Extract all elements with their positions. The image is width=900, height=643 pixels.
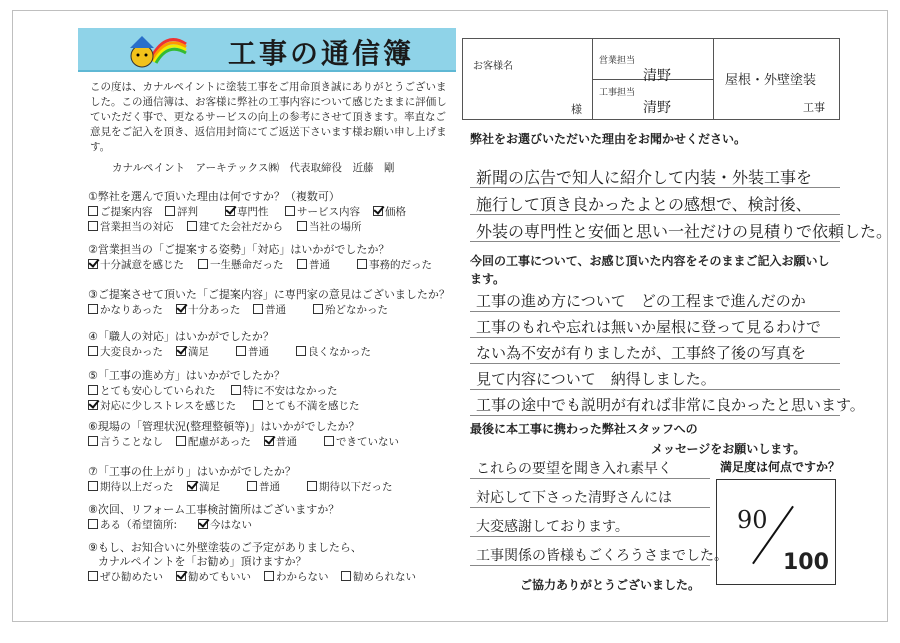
- option-1-2-1[interactable]: [88, 219, 174, 234]
- staff-lines-line: 対応して下さった清野さんには: [476, 490, 672, 506]
- option-1-2-2[interactable]: [187, 219, 283, 234]
- option-label: 大変良かった: [100, 346, 163, 358]
- option-2-1-2[interactable]: [198, 257, 284, 272]
- work-type: 屋根・外壁塗装: [725, 73, 817, 88]
- ruled-line: [470, 478, 710, 479]
- staff-lines-line: これらの要望を聞き入れ素早く: [476, 461, 672, 477]
- option-label: 期待以下だった: [319, 481, 393, 493]
- ruled-line: [470, 507, 710, 508]
- option-6-1-4[interactable]: [324, 434, 399, 449]
- option-1-1-4[interactable]: [285, 204, 360, 219]
- ruled-line: [470, 536, 710, 537]
- checkbox-icon[interactable]: [165, 206, 175, 216]
- option-3-1-3[interactable]: [253, 302, 286, 317]
- option-label: とても安心していられた: [100, 385, 216, 397]
- option-label: 満足: [199, 481, 220, 493]
- option-label: 営業担当の対応: [100, 221, 174, 233]
- question-2: ②営業担当の「ご提案する姿勢」「対応」はいかがでしたか？: [88, 243, 390, 256]
- option-9-1-4[interactable]: [341, 569, 416, 584]
- option-7-1-4[interactable]: [307, 479, 393, 494]
- option-label: 普通: [309, 259, 330, 271]
- checkbox-icon[interactable]: [324, 436, 334, 446]
- staff-lines-line: 大変感謝しております。: [476, 519, 629, 535]
- checkbox-icon[interactable]: [88, 436, 98, 446]
- checkbox-icon[interactable]: [247, 481, 257, 491]
- reason-heading: 弊社をお選びいただいた理由をお聞かせください。: [470, 132, 747, 146]
- checkbox-icon[interactable]: [285, 206, 295, 216]
- option-1-1-5[interactable]: [373, 204, 406, 219]
- checkbox-icon[interactable]: [236, 346, 246, 356]
- option-label: 満足: [188, 346, 209, 358]
- option-9-1-3[interactable]: [264, 569, 329, 584]
- option-label: 対応に少しストレスを感じた: [100, 400, 237, 412]
- checkbox-icon[interactable]: [297, 221, 307, 231]
- option-1-1-1[interactable]: [88, 204, 153, 219]
- construction-label: 工事担当: [599, 88, 636, 98]
- checkbox-icon[interactable]: [296, 346, 306, 356]
- option-label: できていない: [336, 436, 399, 448]
- option-4-1-3[interactable]: [236, 344, 269, 359]
- ruled-line: [470, 311, 840, 312]
- option-label: 普通: [276, 436, 297, 448]
- option-3-1-1[interactable]: [88, 302, 163, 317]
- checkbox-icon[interactable]: [88, 519, 98, 529]
- sama-label: 様: [571, 103, 582, 116]
- checkbox-icon[interactable]: [88, 259, 98, 269]
- option-2-1-1[interactable]: [88, 257, 184, 272]
- option-label: 十分誠意を感じた: [100, 259, 184, 271]
- ruled-line: [470, 389, 840, 390]
- checkbox-icon[interactable]: [373, 206, 383, 216]
- option-1-1-3[interactable]: [225, 204, 269, 219]
- option-label: 特に不安はなかった: [243, 385, 338, 397]
- option-label: 普通: [248, 346, 269, 358]
- option-8-1-2[interactable]: [198, 517, 252, 532]
- impression-lines-line: 工事のもれや忘れは無いか屋根に登って見るわけで: [476, 318, 822, 336]
- option-label: 専門性: [237, 206, 269, 218]
- option-6-1-2[interactable]: [176, 434, 251, 449]
- ruled-line: [470, 565, 710, 566]
- checkbox-icon[interactable]: [88, 571, 98, 581]
- checkbox-icon[interactable]: [176, 571, 186, 581]
- impression-lines-line: ない為不安が有りましたが、工事終了後の写真を: [476, 344, 807, 362]
- ruled-line: [470, 337, 840, 338]
- work-suffix: 工事: [803, 101, 825, 114]
- checkbox-icon[interactable]: [313, 304, 323, 314]
- checkbox-icon[interactable]: [307, 481, 317, 491]
- option-label: 十分あった: [188, 304, 241, 316]
- option-label: 良くなかった: [308, 346, 371, 358]
- question-9: ⑨もし、お知合いに外壁塗装のご予定がありましたら、: [88, 541, 362, 554]
- checkbox-icon[interactable]: [88, 481, 98, 491]
- question-7: ⑦「工事の仕上がり」はいかがでしたか？: [88, 465, 296, 478]
- option-label: サービス内容: [297, 206, 360, 218]
- checkbox-icon[interactable]: [357, 259, 367, 269]
- option-label: とても不満を感じた: [265, 400, 360, 412]
- option-label: ある（希望箇所:: [100, 519, 178, 531]
- page-title: 工事の通信簿: [228, 37, 415, 70]
- option-label: 価格: [385, 206, 406, 218]
- staff-lines-line: 工事関係の皆様もごくろうさまでした。: [476, 548, 728, 564]
- option-8-1-1[interactable]: [88, 517, 177, 532]
- option-5-1-1[interactable]: [88, 383, 216, 398]
- checkbox-icon[interactable]: [341, 571, 351, 581]
- option-7-1-2[interactable]: [187, 479, 220, 494]
- construction-name: 清野: [643, 100, 671, 116]
- ruled-line: [470, 363, 840, 364]
- option-7-1-3[interactable]: [247, 479, 280, 494]
- option-label: 一生懸命だった: [210, 259, 284, 271]
- question-6: ⑥現場の「管理状況(整理整頓等)」はいかがでしたか？: [88, 420, 360, 433]
- option-2-1-3[interactable]: [297, 257, 330, 272]
- checkbox-icon[interactable]: [176, 346, 186, 356]
- intro-text: この度は、カナルペイントに塗装工事をご用命頂き誠にありがとうございました。この通信簿は、お客様に弊社の工事内容について感じたままに評価していただく事で、更なるサービスの向上の参考にさせて頂きます。率直なご意見をご記入を頂き、返信用封筒にてご返送下さいます様お願い申し上げます。: [90, 81, 447, 153]
- checkbox-icon[interactable]: [253, 400, 263, 410]
- question-1: ①弊社を選んで頂いた理由は何ですか？（複数可）: [88, 190, 340, 203]
- reason-lines-line: 外装の専門性と安価と思い一社だけの見積りで依頼した。: [476, 222, 893, 241]
- checkbox-icon[interactable]: [88, 304, 98, 314]
- option-label: 勧めてもいい: [188, 571, 251, 583]
- option-5-1-2[interactable]: [231, 383, 338, 398]
- reason-lines-line: 施行して頂き良かったよとの感想で、検討後、: [476, 195, 812, 214]
- impression-heading: 今回の工事について、お感じ頂いた内容をそのままご記入お願いします。: [470, 254, 830, 286]
- question-5: ⑤「工事の進め方」はいかがでしたか？: [88, 369, 285, 382]
- staff-heading: 最後に本工事に携わった弊社スタッフへの: [470, 422, 698, 436]
- score-value: 90: [737, 506, 768, 534]
- checkbox-icon[interactable]: [264, 571, 274, 581]
- checkbox-icon[interactable]: [231, 385, 241, 395]
- option-6-1-1[interactable]: [88, 434, 163, 449]
- option-label: わからない: [276, 571, 329, 583]
- option-label: 普通: [265, 304, 286, 316]
- checkbox-icon[interactable]: [88, 206, 98, 216]
- option-label: ご提案内容: [100, 206, 153, 218]
- question-4: ④「職人の対応」はいかがでしたか？: [88, 330, 274, 343]
- option-1-2-3[interactable]: [297, 219, 362, 234]
- option-label: 建てた会社だから: [199, 221, 283, 233]
- option-4-1-2[interactable]: [176, 344, 209, 359]
- ruled-line: [470, 187, 840, 188]
- option-label: かなりあった: [100, 304, 163, 316]
- signature: カナルペイント アーキテックス㈱ 代表取締役 近藤 剛: [112, 162, 395, 174]
- option-5-2-2[interactable]: [253, 398, 360, 413]
- option-label: 配慮があった: [188, 436, 251, 448]
- option-label: 普通: [259, 481, 280, 493]
- option-1-1-2[interactable]: [165, 204, 198, 219]
- customer-label: お客様名: [473, 61, 513, 72]
- option-5-2-1[interactable]: [88, 398, 236, 413]
- mascot-logo-icon: [120, 30, 190, 70]
- reason-lines-line: 新聞の広告で知人に紹介して内装・外装工事を: [476, 168, 813, 187]
- checkbox-icon[interactable]: [88, 221, 98, 231]
- option-label: 期待以上だった: [100, 481, 174, 493]
- checkbox-icon[interactable]: [176, 304, 186, 314]
- sales-name: 清野: [643, 68, 671, 84]
- option-6-1-3[interactable]: [264, 434, 297, 449]
- option-4-1-1[interactable]: [88, 344, 163, 359]
- checkbox-icon[interactable]: [198, 259, 208, 269]
- checkbox-icon[interactable]: [187, 481, 197, 491]
- option-3-1-4[interactable]: [313, 302, 388, 317]
- option-4-1-4[interactable]: [296, 344, 371, 359]
- staff-heading-2: メッセージをお願いします。: [651, 442, 806, 456]
- thanks-text: ご協力ありがとうございました。: [520, 578, 701, 592]
- checkbox-icon[interactable]: [264, 436, 274, 446]
- checkbox-icon[interactable]: [88, 385, 98, 395]
- option-label: 言うことなし: [100, 436, 163, 448]
- question-3: ③ご提案させて頂いた「ご提案内容」に専門家の意見はございましたか？: [88, 288, 450, 301]
- option-label: 勧められない: [353, 571, 416, 583]
- impression-lines-line: 見て内容について 納得しました。: [476, 370, 716, 388]
- checkbox-icon[interactable]: [198, 519, 208, 529]
- option-3-1-2[interactable]: [176, 302, 240, 317]
- ruled-line: [470, 214, 840, 215]
- option-label: 当社の場所: [309, 221, 362, 233]
- sales-label: 営業担当: [599, 56, 636, 66]
- checkbox-icon[interactable]: [225, 206, 235, 216]
- ruled-line: [470, 415, 840, 416]
- impression-lines-line: 工事の途中でも説明が有れば非常に良かったと思います。: [476, 396, 865, 414]
- option-9-1-1[interactable]: [88, 569, 163, 584]
- score-box: [716, 479, 836, 585]
- ruled-line: [470, 241, 840, 242]
- option-label: ぜひ勧めたい: [100, 571, 163, 583]
- checkbox-icon[interactable]: [176, 436, 186, 446]
- checkbox-icon[interactable]: [88, 346, 98, 356]
- question-9-line2: カナルペイントを「お勧め」頂けますか？: [98, 555, 307, 568]
- option-label: 事務的だった: [369, 259, 432, 271]
- option-7-1-1[interactable]: [88, 479, 174, 494]
- checkbox-icon[interactable]: [88, 400, 98, 410]
- header-box: [462, 38, 840, 120]
- question-8: ⑧次回、リフォーム工事検討箇所はございますか？: [88, 503, 340, 516]
- impression-lines-line: 工事の進め方について どの工程まで進んだのか: [476, 292, 806, 310]
- option-label: 今はない: [210, 519, 252, 531]
- option-label: 殆どなかった: [325, 304, 388, 316]
- option-label: 評判: [177, 206, 198, 218]
- option-9-1-2[interactable]: [176, 569, 251, 584]
- score-label: 満足度は何点ですか？: [720, 460, 841, 474]
- score-max: 100: [783, 550, 829, 575]
- checkbox-icon[interactable]: [297, 259, 307, 269]
- checkbox-icon[interactable]: [253, 304, 263, 314]
- option-2-1-4[interactable]: [357, 257, 432, 272]
- checkbox-icon[interactable]: [187, 221, 197, 231]
